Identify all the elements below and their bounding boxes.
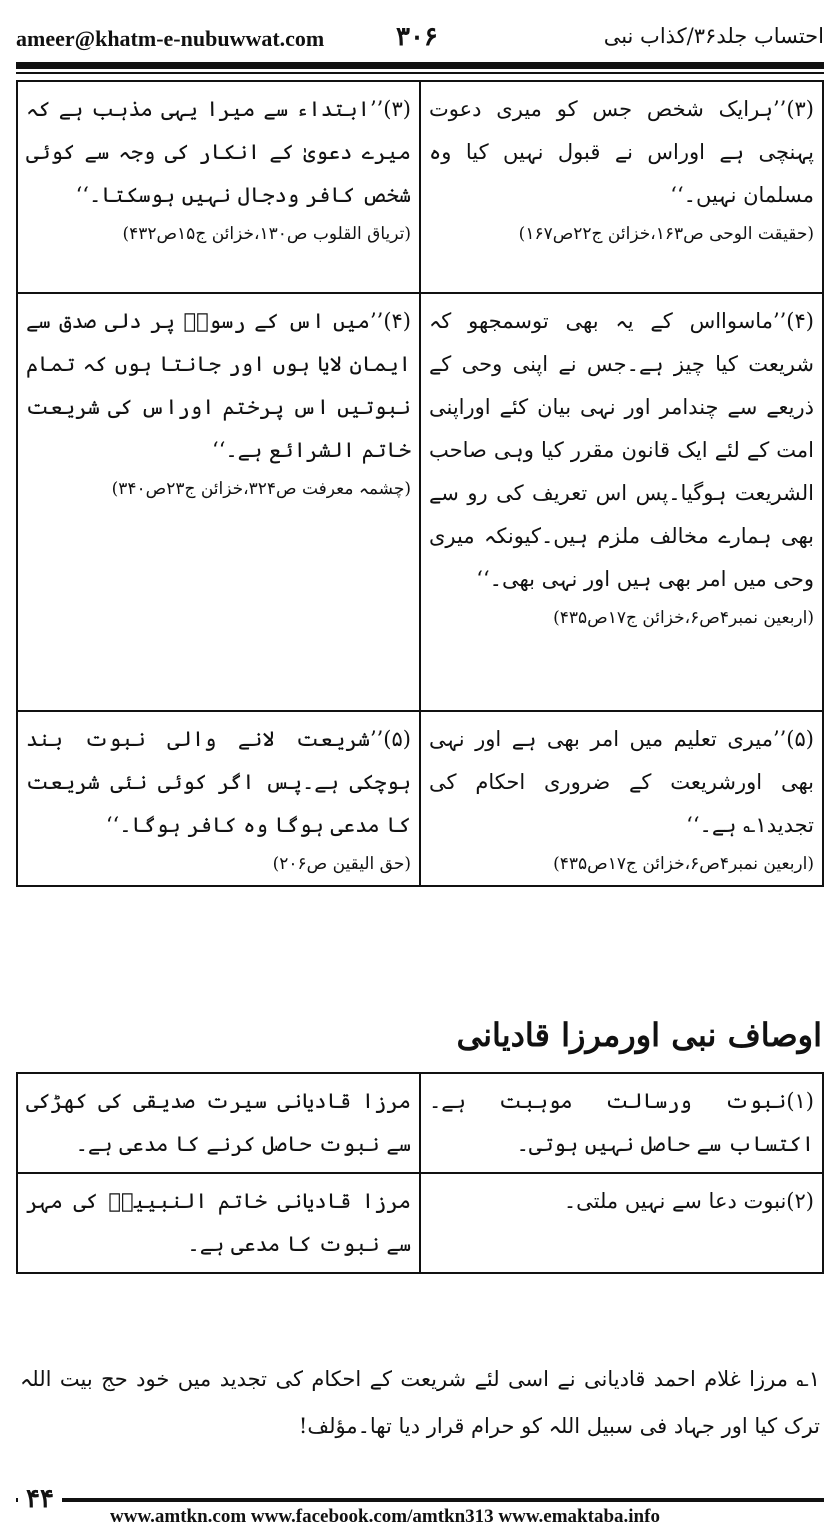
claim-reference: (حقیقت الوحی ص۱۶۳،خزائن ج۲۲ص۱۶۷) (518, 224, 814, 244)
claim-reference: (اربعین نمبر۴ص۶،خزائن ج۱۷ص۴۳۵) (553, 854, 814, 874)
claim-text: (۴)’’میں اس کے رسولؐ پر دلی صدق سے ایمان لایا ہوں اور جانتا ہوں کہ تمام نبوتیں اس پرختم اوراس کی شریعت خاتم الشرائع ہے۔‘‘ (26, 309, 411, 462)
claim-text: (۵)’’میری تعلیم میں امر بھی ہے اور نہی بھی اورشریعت کے ضروری احکام کی تجدید۱؎ ہے۔‘‘ (429, 727, 814, 837)
claim-cell-left (17, 81, 420, 293)
footer-links[interactable]: www.amtkn.com www.facebook.com/amtkn313 www.emaktaba.info (110, 1506, 660, 1527)
claim-reference: (تریاق القلوب ص۱۳۰،خزائن ج۱۵ص۴۳۲) (122, 224, 411, 244)
claim-cell-right (420, 81, 823, 293)
attribute-text: (۲)نبوت دعا سے نہیں ملتی۔ (563, 1189, 814, 1213)
claim-cell-left (17, 711, 420, 886)
footer-page-label: ۴۴ (18, 1484, 62, 1514)
claim-reference: (چشمہ معرفت ص۳۲۴،خزائن ج۲۳ص۳۴۰) (111, 479, 411, 499)
claim-cell-right (420, 711, 823, 886)
claim-text: (۵)’’شریعت لانے والی نبوت بند ہوچکی ہے۔پس اگر کوئی نئی شریعت کا مدعی ہوگا وہ کافر ہوگا۔‘‘ (26, 727, 411, 837)
claim-reference: (حق الیقین ص۲۰۶) (272, 854, 411, 874)
claim-text: (۴)’’ماسوااس کے یہ بھی توسمجھو کہ شریعت کیا چیز ہے۔جس نے اپنی وحی کے ذریعے سے چندامر اور نہی بیان کئے اوراپنی امت کے لئے ایک قانون مقرر کیا وہی صاحب الشریعت ہوگیا۔پس اس تعریف کی رو سے بھی ہمارے مخالف ملزم ہیں۔کیونکہ میری وحی میں امر بھی ہیں اور نہی بھی۔‘‘ (429, 309, 814, 591)
attribute-text: (۱)نبوت ورسالت موہبت ہے۔اکتساب سے حاصل نہیں ہوتی۔ (429, 1089, 814, 1156)
claim-reference: (اربعین نمبر۴ص۶،خزائن ج۱۷ص۴۳۵) (553, 608, 814, 628)
header-book-title: احتساب جلد۳۶/کذاب نبی (603, 24, 824, 48)
table-row (17, 81, 823, 293)
attribute-cell-left (17, 1173, 420, 1273)
table-row (17, 711, 823, 886)
attribute-text: مرزا قادیانی سیرت صدیقی کی کھڑکی سے نبوت حاصل کرنے کا مدعی ہے۔ (26, 1089, 411, 1156)
section-title: اوصاف نبی اورمرزا قادیانی (456, 1016, 822, 1054)
header-page-number: ۳۰۶ (396, 22, 438, 52)
table-row (17, 293, 823, 711)
attribute-cell-left (17, 1073, 420, 1173)
header-rule-thick (16, 62, 824, 69)
footnote: ۱؎ مرزا غلام احمد قادیانی نے اسی لئے شریعت کے احکام کی تجدید میں خود حج بیت اللہ ترک کیا اور جہاد فی سبیل اللہ کو حرام قرار دیا تھا۔مؤلف! (20, 1367, 820, 1438)
header-email[interactable]: ameer@khatm-e-nubuwwat.com (16, 26, 325, 51)
claim-cell-left (17, 293, 420, 711)
attribute-text: مرزا قادیانی خاتم النبیینؐ کی مہر سے نبوت کا مدعی ہے۔ (26, 1189, 411, 1256)
claim-cell-right (420, 293, 823, 711)
footer-rule (16, 1498, 824, 1502)
attribute-cell-right (420, 1173, 823, 1273)
claim-text: (۳)’’ابتداء سے میرا یہی مذہب ہے کہ میرے دعویٰ کے انکار کی وجہ سے کوئی شخص کافر ودجال نہیں ہوسکتا۔‘‘ (26, 97, 411, 207)
table-row (17, 1073, 823, 1173)
page-header (16, 14, 824, 60)
comparison-table (16, 80, 824, 887)
table-row (17, 1173, 823, 1273)
attributes-table (16, 1072, 824, 1274)
claim-text: (۳)’’ہرایک شخص جس کو میری دعوت پہنچی ہے اوراس نے قبول نہیں کیا وہ مسلمان نہیں۔‘‘ (429, 97, 814, 207)
attribute-cell-right (420, 1073, 823, 1173)
header-rule-thin (16, 72, 824, 74)
